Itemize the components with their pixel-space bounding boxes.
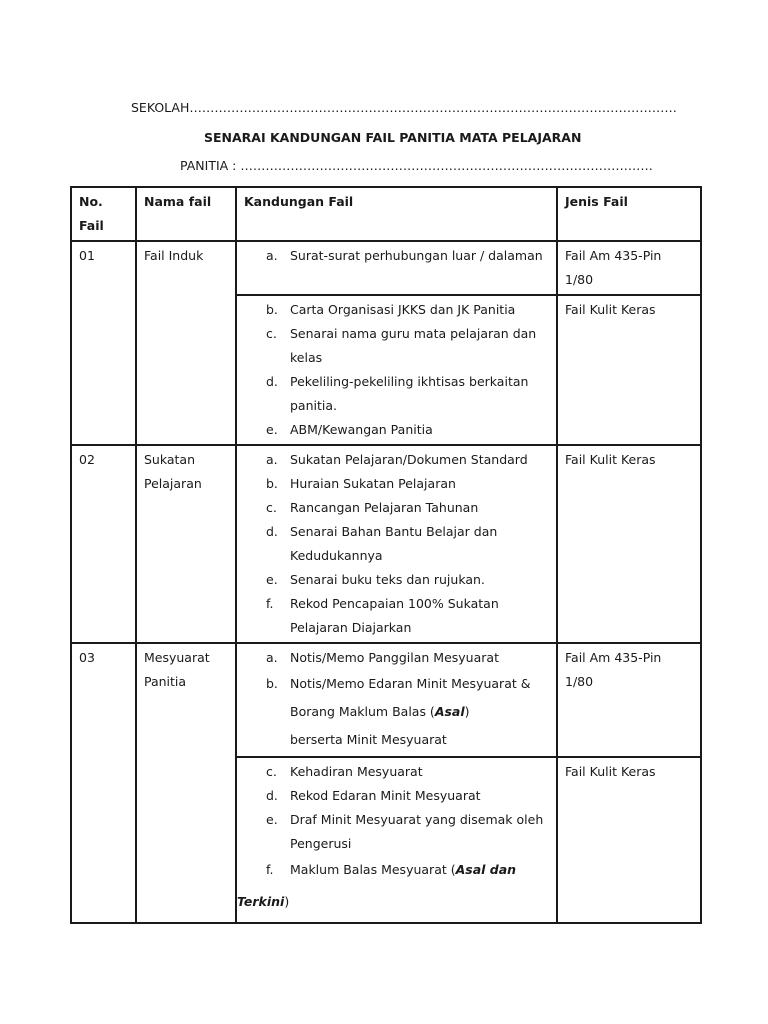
table-row <box>71 445 701 643</box>
cell-no: 02 <box>71 445 136 643</box>
document-title: SENARAI KANDUNGAN FAIL PANITIA MATA PELAJARAN <box>204 130 582 145</box>
list-item: f. Rekod Pencapaian 100% Sukatan Pelajaran Diajarkan <box>266 596 499 635</box>
cell-jenis: Fail Kulit Keras <box>557 445 701 643</box>
cell-jenis: Fail Kulit Keras <box>557 757 701 923</box>
list-item: b. Huraian Sukatan Pelajaran <box>266 476 456 491</box>
list-item: a. Notis/Memo Panggilan Mesyuarat <box>266 650 499 665</box>
list-item: c. Kehadiran Mesyuarat <box>266 764 423 779</box>
cell-kandungan <box>236 295 557 445</box>
list-item: c. Senarai nama guru mata pelajaran dan kelas <box>266 326 537 365</box>
list-item: d. Senarai Bahan Bantu Belajar dan Kedudukannya <box>266 524 498 563</box>
panitia-line: PANITIA : ……………………………………………………………………………………… <box>180 158 653 173</box>
asal-dan-label: Asal dan <box>455 862 517 877</box>
school-line: SEKOLAH……………………………………………………………………………………………………… <box>131 100 677 115</box>
table-header-row <box>71 187 701 241</box>
header-kandungan-fail: Kandungan Fail <box>236 187 557 241</box>
cell-jenis: Fail Am 435-Pin 1/80 <box>557 241 701 295</box>
cell-kandungan <box>236 445 557 643</box>
cell-no: 01 <box>71 241 136 445</box>
list-item: b. Carta Organisasi JKKS dan JK Panitia <box>266 302 516 317</box>
list-item: e. Draf Minit Mesyuarat yang disemak oleh Pengerusi <box>266 812 544 851</box>
list-item: d. Pekeliling-pekeliling ikhtisas berkaitan panitia. <box>266 374 529 413</box>
cell-kandungan <box>236 643 557 757</box>
table-row <box>71 241 701 295</box>
cell-nama: Mesyuarat Panitia <box>136 643 236 923</box>
cell-nama: Sukatan Pelajaran <box>136 445 236 643</box>
cell-jenis: Fail Kulit Keras <box>557 295 701 445</box>
cell-nama: Fail Induk <box>136 241 236 445</box>
list-item: a. Sukatan Pelajaran/Dokumen Standard <box>266 452 528 467</box>
list-item: f. Maklum Balas Mesyuarat (Asal dan <box>266 862 517 877</box>
header-jenis-fail: Jenis Fail <box>557 187 701 241</box>
cell-kandungan <box>236 241 557 295</box>
cell-kandungan <box>236 757 557 923</box>
list-item: a. Surat-surat perhubungan luar / dalaman <box>266 248 543 263</box>
asal-label: Asal <box>434 704 465 719</box>
header-nama-fail: Nama fail <box>136 187 236 241</box>
table-row <box>71 643 701 757</box>
list-item: d. Rekod Edaran Minit Mesyuarat <box>266 788 481 803</box>
cell-no: 03 <box>71 643 136 923</box>
list-item: b. Notis/Memo Edaran Minit Mesyuarat & Borang Maklum Balas (Asal) <box>266 676 531 719</box>
cell-jenis: Fail Am 435-Pin 1/80 <box>557 643 701 757</box>
list-item: berserta Minit Mesyuarat <box>290 732 447 747</box>
list-item: c. Rancangan Pelajaran Tahunan <box>266 500 479 515</box>
file-contents-table <box>70 186 702 924</box>
terkini-line: Terkini) <box>237 894 290 909</box>
list-item: e. ABM/Kewangan Panitia <box>266 422 433 437</box>
list-item: e. Senarai buku teks dan rujukan. <box>266 572 485 587</box>
header-no-fail: No. Fail <box>71 187 136 241</box>
